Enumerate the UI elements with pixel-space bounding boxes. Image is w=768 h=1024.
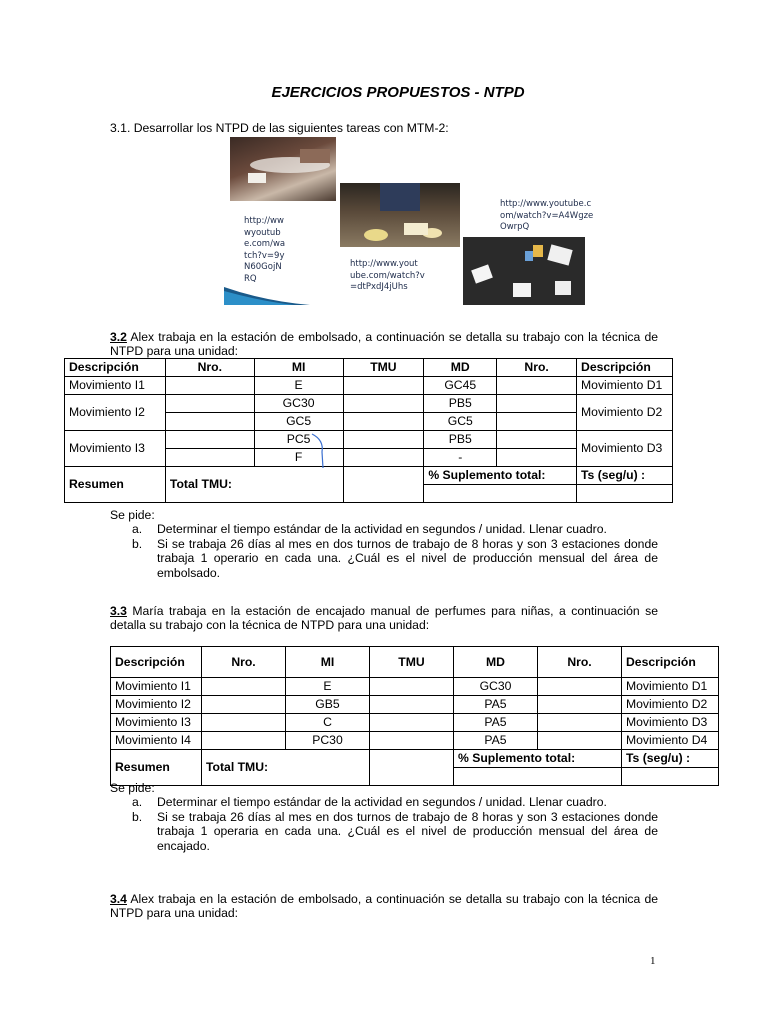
- row-left-desc: Movimiento I3: [111, 714, 202, 732]
- row-left-desc: Movimiento I1: [65, 377, 166, 395]
- table-row: [111, 732, 719, 750]
- video-thumbnail-2-art: [340, 183, 460, 247]
- header-mi: MI: [286, 647, 370, 678]
- requirements-list: [110, 522, 658, 580]
- nro-left-cell[interactable]: [165, 431, 254, 449]
- summary-row: [65, 467, 673, 485]
- list-text: Determinar el tiempo estándar de la actividad en segundos / unidad. Llenar cuadro.: [157, 522, 607, 537]
- tmu-cell[interactable]: [370, 678, 454, 696]
- exercise-3-2-intro: [110, 330, 658, 359]
- nro-right-cell[interactable]: [538, 732, 622, 750]
- table-row: [65, 431, 673, 449]
- header-md: MD: [454, 647, 538, 678]
- exercise-3-3-requirements: [110, 781, 658, 853]
- exercise-3-2-number: 3.2: [110, 330, 127, 344]
- video-link-3[interactable]: http://www.youtube.c om/watch?v=A4Wgze OwrpQ: [500, 199, 594, 232]
- table-row: [65, 377, 673, 395]
- row-right-desc: Movimiento D2: [577, 395, 673, 431]
- list-item: [110, 795, 658, 809]
- mi-cell: GC30: [254, 395, 343, 413]
- nro-left-cell[interactable]: [202, 678, 286, 696]
- nro-right-cell[interactable]: [497, 395, 577, 413]
- ntpd-table-3-2: [64, 358, 673, 503]
- nro-right-cell[interactable]: [497, 377, 577, 395]
- tmu-cell[interactable]: [343, 395, 424, 413]
- table-row: [65, 395, 673, 413]
- table-header-row: [111, 647, 719, 678]
- se-pide-label: Se pide:: [110, 508, 155, 522]
- tmu-cell[interactable]: [343, 431, 424, 449]
- row-right-desc: Movimiento D1: [622, 678, 719, 696]
- resumen-label: Resumen: [111, 750, 202, 786]
- ts-label: Ts (seg/u) :: [622, 750, 719, 768]
- md-cell: GC5: [424, 413, 497, 431]
- table-row: [111, 714, 719, 732]
- mi-cell: PC5: [254, 431, 343, 449]
- nro-left-cell[interactable]: [165, 395, 254, 413]
- header-mi: MI: [254, 359, 343, 377]
- video-thumbnail-1: [230, 137, 336, 201]
- nro-right-cell[interactable]: [538, 696, 622, 714]
- video-collage: [224, 137, 594, 305]
- nro-right-cell[interactable]: [497, 449, 577, 467]
- video-thumbnail-1-art: [230, 137, 336, 201]
- nro-left-cell[interactable]: [165, 377, 254, 395]
- se-pide-label: Se pide:: [110, 781, 155, 795]
- video-thumbnail-3-art: [463, 237, 585, 305]
- list-text: Si se trabaja 26 días al mes en dos turnos de trabajo de 8 horas y son 3 estaciones donde trabaja 1 operaria en cada una. ¿Cuál es el nivel de producción mensual del área de encajado.: [157, 809, 658, 853]
- header-descripcion-left: Descripción: [111, 647, 202, 678]
- header-nro-left: Nro.: [202, 647, 286, 678]
- nro-left-cell[interactable]: [165, 413, 254, 431]
- nro-right-cell[interactable]: [538, 678, 622, 696]
- header-md: MD: [424, 359, 497, 377]
- md-cell: PB5: [424, 431, 497, 449]
- nro-left-cell[interactable]: [165, 449, 254, 467]
- total-tmu-value[interactable]: [343, 467, 424, 503]
- summary-row: [111, 750, 719, 768]
- mi-cell: E: [286, 678, 370, 696]
- row-left-desc: Movimiento I2: [65, 395, 166, 431]
- nro-right-cell[interactable]: [497, 431, 577, 449]
- md-cell: -: [424, 449, 497, 467]
- list-text: Determinar el tiempo estándar de la actividad en segundos / unidad. Llenar cuadro.: [157, 795, 607, 810]
- list-letter: a.: [132, 522, 143, 537]
- suplemento-label: % Suplemento total:: [454, 750, 622, 768]
- header-descripcion-right: Descripción: [622, 647, 719, 678]
- nro-right-cell[interactable]: [497, 413, 577, 431]
- exercise-3-4-text: Alex trabaja en la estación de embolsado, a continuación se detalla su trabajo con la técnica de NTPD para una unidad:: [110, 892, 658, 921]
- mi-cell: PC30: [286, 732, 370, 750]
- page-number: 1: [650, 955, 656, 967]
- tmu-cell[interactable]: [370, 732, 454, 750]
- total-tmu-label: Total TMU:: [202, 750, 370, 786]
- requirements-list: [110, 795, 658, 853]
- list-letter: b.: [132, 809, 143, 824]
- list-text: Si se trabaja 26 días al mes en dos turnos de trabajo de 8 horas y son 3 estaciones donde trabaja 1 operario en cada una. ¿Cuál es el nivel de producción mensual del área de embolsado.: [157, 536, 658, 580]
- md-cell: PA5: [454, 696, 538, 714]
- table-row: [111, 678, 719, 696]
- exercise-3-4-number: 3.4: [110, 892, 127, 906]
- header-descripcion-right: Descripción: [577, 359, 673, 377]
- row-right-desc: Movimiento D1: [577, 377, 673, 395]
- header-descripcion-left: Descripción: [65, 359, 166, 377]
- tmu-cell[interactable]: [370, 696, 454, 714]
- row-left-desc: Movimiento I3: [65, 431, 166, 467]
- md-cell: GC30: [454, 678, 538, 696]
- ts-label: Ts (seg/u) :: [577, 467, 673, 485]
- video-link-1[interactable]: http://ww wyoutub e.com/wa tch?v=9y N60GojN RQ: [244, 216, 286, 284]
- header-nro-right: Nro.: [497, 359, 577, 377]
- nro-left-cell[interactable]: [202, 732, 286, 750]
- row-left-desc: Movimiento I4: [111, 732, 202, 750]
- md-cell: PB5: [424, 395, 497, 413]
- row-right-desc: Movimiento D3: [577, 431, 673, 467]
- list-item: [110, 537, 658, 580]
- tmu-cell[interactable]: [343, 377, 424, 395]
- table-header-row: [65, 359, 673, 377]
- md-cell: GC45: [424, 377, 497, 395]
- exercise-3-3-intro: [110, 604, 658, 633]
- document-title: EJERCICIOS PROPUESTOS - NTPD: [271, 84, 525, 101]
- list-letter: b.: [132, 536, 143, 551]
- exercise-3-3-text: María trabaja en la estación de encajado manual de perfumes para niñas, a continuación se detalla su trabajo con la técnica de NTPD para una unidad:: [110, 604, 658, 633]
- row-right-desc: Movimiento D4: [622, 732, 719, 750]
- mi-cell: GB5: [286, 696, 370, 714]
- row-right-desc: Movimiento D3: [622, 714, 719, 732]
- exercise-3-2-text: Alex trabaja en la estación de embolsado, a continuación se detalla su trabajo con la técnica de NTPD para una unidad:: [110, 330, 658, 359]
- row-left-desc: Movimiento I2: [111, 696, 202, 714]
- list-item: [110, 810, 658, 853]
- row-right-desc: Movimiento D2: [622, 696, 719, 714]
- total-tmu-label: Total TMU:: [165, 467, 343, 503]
- row-left-desc: Movimiento I1: [111, 678, 202, 696]
- decorative-swoosh: [224, 281, 310, 305]
- header-nro-left: Nro.: [165, 359, 254, 377]
- nro-right-cell[interactable]: [538, 714, 622, 732]
- resumen-label: Resumen: [65, 467, 166, 503]
- ts-value[interactable]: [577, 485, 673, 503]
- nro-left-cell[interactable]: [202, 696, 286, 714]
- pen-mark: [308, 432, 330, 472]
- tmu-cell[interactable]: [343, 413, 424, 431]
- exercise-3-2-requirements: [110, 508, 658, 580]
- video-link-2[interactable]: http://www.yout ube.com/watch?v =dtPxdJ4jUhs: [350, 259, 425, 292]
- header-tmu: TMU: [370, 647, 454, 678]
- mi-cell: C: [286, 714, 370, 732]
- list-item: [110, 522, 658, 536]
- header-nro-right: Nro.: [538, 647, 622, 678]
- exercise-3-3-number: 3.3: [110, 604, 127, 618]
- ntpd-table-3-3: [110, 646, 719, 786]
- suplemento-label: % Suplemento total:: [424, 467, 577, 485]
- video-thumbnail-2: [340, 183, 460, 247]
- tmu-cell[interactable]: [370, 714, 454, 732]
- md-cell: PA5: [454, 714, 538, 732]
- exercise-3-4-intro: [110, 892, 658, 921]
- mi-cell: E: [254, 377, 343, 395]
- mi-cell: GC5: [254, 413, 343, 431]
- list-letter: a.: [132, 795, 143, 810]
- exercise-3-1-text: 3.1. Desarrollar los NTPD de las siguientes tareas con MTM-2:: [110, 121, 449, 135]
- nro-left-cell[interactable]: [202, 714, 286, 732]
- table-row: [111, 696, 719, 714]
- suplemento-value[interactable]: [424, 485, 577, 503]
- header-tmu: TMU: [343, 359, 424, 377]
- video-thumbnail-3: [463, 237, 585, 305]
- mi-cell: F: [254, 449, 343, 467]
- tmu-cell[interactable]: [343, 449, 424, 467]
- md-cell: PA5: [454, 732, 538, 750]
